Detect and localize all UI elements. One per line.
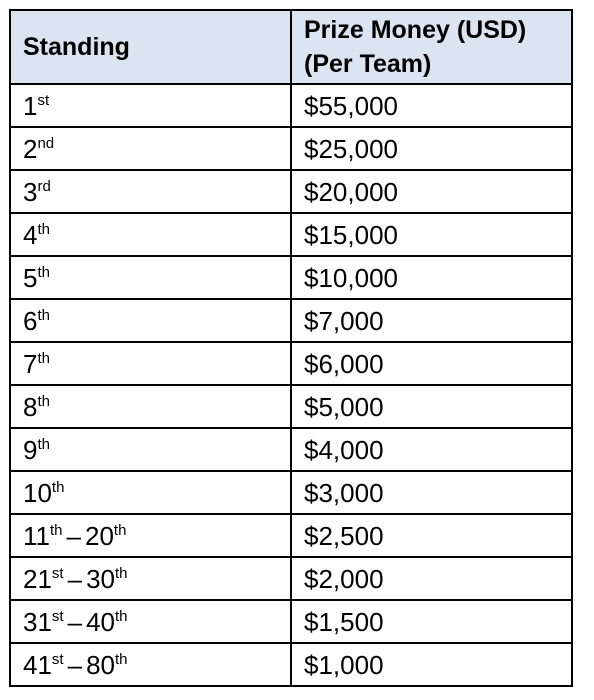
prize-cell: $15,000	[291, 213, 572, 256]
ordinal-suffix: st	[37, 92, 50, 109]
table-row	[10, 514, 572, 557]
ordinal-suffix: th	[37, 221, 50, 238]
table-row	[10, 342, 572, 385]
standing-cell	[10, 514, 291, 557]
range-separator: –	[67, 650, 83, 680]
standing-number: 31	[23, 607, 52, 637]
standing-number-end: 40	[86, 607, 115, 637]
standing-cell	[10, 600, 291, 643]
prize-cell: $2,000	[291, 557, 572, 600]
ordinal-suffix: th	[51, 479, 65, 496]
table-body	[10, 84, 572, 686]
standing-number: 11	[23, 521, 50, 551]
standing-number: 10	[23, 478, 52, 508]
standing-number: 9	[23, 435, 38, 465]
standing-number: 7	[23, 349, 38, 379]
prize-cell: $1,500	[291, 600, 572, 643]
table-row	[10, 557, 572, 600]
prize-cell: $5,000	[291, 385, 572, 428]
table-row	[10, 643, 572, 686]
ordinal-suffix: st	[51, 608, 64, 625]
table-row	[10, 256, 572, 299]
standing-number-end: 30	[86, 564, 115, 594]
standing-cell	[10, 471, 291, 514]
standing-number: 41	[23, 650, 52, 680]
standing-number: 1	[23, 91, 38, 121]
standing-cell	[10, 299, 291, 342]
standing-cell	[10, 557, 291, 600]
table-row	[10, 385, 572, 428]
standing-number: 4	[23, 220, 38, 250]
standing-cell	[10, 428, 291, 471]
table-row	[10, 84, 572, 127]
prize-header-line2: (Per Team)	[304, 50, 432, 78]
range-separator: –	[67, 564, 83, 594]
header-row	[10, 10, 572, 84]
ordinal-suffix: th	[37, 436, 50, 453]
ordinal-suffix: rd	[37, 178, 51, 195]
standing-cell	[10, 213, 291, 256]
prize-cell: $55,000	[291, 84, 572, 127]
ordinal-suffix: th	[37, 264, 50, 281]
ordinal-suffix-end: th	[114, 651, 128, 668]
standing-number: 3	[23, 177, 38, 207]
table-row	[10, 600, 572, 643]
standing-cell	[10, 127, 291, 170]
prize-cell: $3,000	[291, 471, 572, 514]
prize-cell: $1,000	[291, 643, 572, 686]
table-row	[10, 127, 572, 170]
ordinal-suffix: st	[51, 651, 64, 668]
prize-header-line1: Prize Money (USD)	[304, 16, 527, 44]
standing-cell	[10, 256, 291, 299]
prize-cell: $25,000	[291, 127, 572, 170]
ordinal-suffix: th	[50, 522, 63, 539]
prize-cell: $10,000	[291, 256, 572, 299]
table-row	[10, 170, 572, 213]
ordinal-suffix: th	[37, 350, 50, 367]
prize-cell: $7,000	[291, 299, 572, 342]
standing-number-end: 20	[84, 521, 114, 551]
table-row	[10, 299, 572, 342]
standing-number: 6	[23, 306, 38, 336]
range-separator: –	[66, 521, 81, 551]
range-separator: –	[67, 607, 83, 637]
ordinal-suffix-end: th	[114, 565, 128, 582]
standing-cell	[10, 385, 291, 428]
standing-header: Standing	[10, 10, 291, 84]
prize-cell: $20,000	[291, 170, 572, 213]
ordinal-suffix: th	[37, 307, 50, 324]
table-row	[10, 428, 572, 471]
standing-number: 5	[23, 263, 38, 293]
table-row	[10, 213, 572, 256]
standing-cell	[10, 643, 291, 686]
standing-number: 21	[23, 564, 52, 594]
table-row	[10, 471, 572, 514]
standing-cell	[10, 84, 291, 127]
ordinal-suffix-end: th	[113, 522, 127, 539]
prize-cell: $6,000	[291, 342, 572, 385]
prize-cell: $2,500	[291, 514, 572, 557]
standing-number-end: 80	[86, 650, 115, 680]
prize-money-header	[291, 10, 572, 84]
prize-money-table	[9, 9, 573, 687]
standing-number: 2	[23, 134, 38, 164]
prize-cell: $4,000	[291, 428, 572, 471]
ordinal-suffix-end: th	[114, 608, 128, 625]
ordinal-suffix: nd	[37, 135, 55, 152]
ordinal-suffix: th	[37, 393, 50, 410]
standing-number: 8	[23, 392, 38, 422]
ordinal-suffix: st	[51, 565, 64, 582]
standing-cell	[10, 170, 291, 213]
standing-cell	[10, 342, 291, 385]
